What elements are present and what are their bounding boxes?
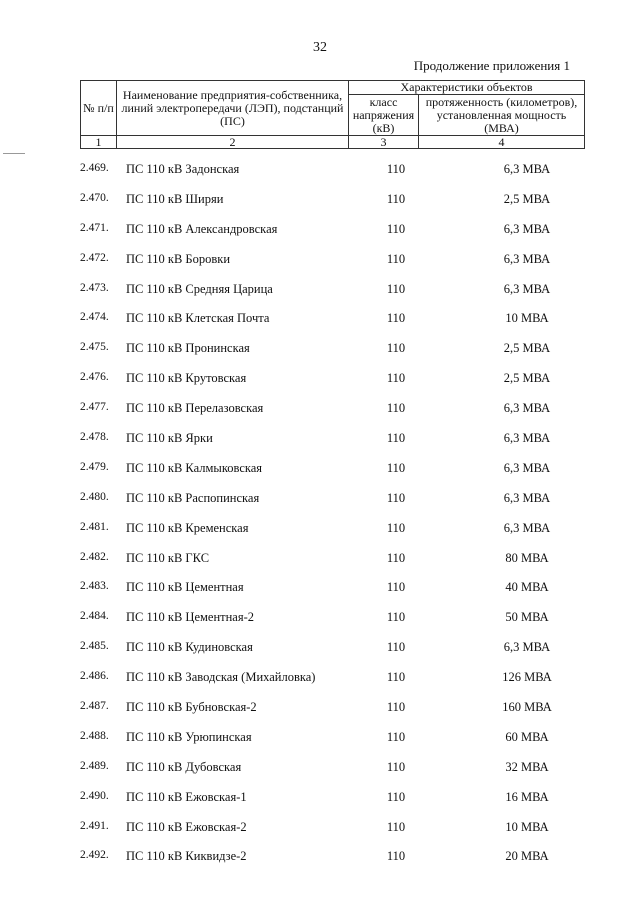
row-name: ПС 110 кВ Средняя Царица [126, 281, 273, 296]
row-power: 2,5 МВА [503, 191, 551, 206]
header-col-number: № п/п [81, 81, 117, 136]
table-row [80, 628, 600, 658]
row-voltage: 110 [386, 550, 406, 565]
row-power: 10 МВА [505, 819, 549, 834]
row-name: ПС 110 кВ Пронинская [126, 341, 250, 356]
row-number: 2.489. [80, 759, 109, 772]
table-row [80, 748, 600, 778]
row-name: ПС 110 кВ Киквидзе-2 [126, 849, 247, 864]
row-voltage: 110 [386, 251, 406, 266]
row-number: 2.488. [80, 729, 109, 742]
header-group-characteristics: Характеристики объектов [349, 81, 585, 95]
header-num-2: 2 [117, 136, 349, 149]
row-number: 2.483. [80, 580, 109, 593]
table-row [80, 688, 600, 718]
row-number: 2.480. [80, 490, 109, 503]
row-name: ПС 110 кВ Ярки [126, 431, 213, 446]
table-row [80, 598, 600, 628]
row-power: 40 МВА [505, 580, 549, 595]
page-number: 32 [313, 40, 327, 55]
row-number: 2.487. [80, 700, 109, 713]
row-voltage: 110 [386, 162, 406, 176]
table-row [80, 150, 600, 180]
row-number: 2.474. [80, 311, 109, 324]
row-name: ПС 110 кВ Цементная-2 [126, 610, 255, 625]
row-power: 60 МВА [505, 729, 549, 744]
row-number: 2.478. [80, 431, 109, 444]
table-row [80, 658, 600, 688]
row-voltage: 110 [386, 490, 406, 505]
row-voltage: 110 [386, 341, 406, 356]
row-number: 2.477. [80, 401, 109, 414]
row-power: 2,5 МВА [503, 371, 551, 386]
header-num-4: 4 [419, 136, 585, 149]
row-power: 6,3 МВА [503, 640, 551, 655]
row-voltage: 110 [386, 789, 406, 804]
row-voltage: 110 [386, 610, 406, 625]
row-voltage: 110 [386, 460, 406, 475]
row-voltage: 110 [386, 670, 406, 685]
row-voltage: 110 [386, 729, 406, 744]
row-name: ПС 110 кВ Клетская Почта [126, 311, 270, 326]
table-row [80, 479, 600, 509]
row-power: 6,3 МВА [503, 431, 551, 446]
row-power: 6,3 МВА [503, 221, 551, 236]
table-header [80, 80, 585, 149]
row-voltage: 110 [386, 371, 406, 386]
table-row [80, 329, 600, 359]
row-power: 160 МВА [502, 700, 552, 715]
row-power: 6,3 МВА [503, 401, 551, 416]
row-number: 2.490. [80, 789, 109, 802]
row-number: 2.484. [80, 610, 109, 623]
row-name: ПС 110 кВ Ежовская-2 [126, 819, 247, 834]
table-row [80, 778, 600, 808]
row-name: ПС 110 кВ Бубновская-2 [126, 700, 257, 715]
row-name: ПС 110 кВ Дубовская [126, 759, 242, 774]
row-number: 2.471. [80, 221, 109, 234]
row-voltage: 110 [386, 401, 406, 416]
row-voltage: 110 [386, 520, 406, 535]
table-row [80, 718, 600, 748]
row-name: ПС 110 кВ Заводская (Михайловка) [126, 670, 316, 685]
row-number: 2.485. [80, 640, 109, 653]
table-row [80, 808, 600, 838]
row-name: ПС 110 кВ Перелазовская [126, 401, 264, 416]
row-power: 32 МВА [505, 759, 549, 774]
row-name: ПС 110 кВ Ежовская-1 [126, 789, 247, 804]
row-power: 16 МВА [505, 789, 549, 804]
row-voltage: 110 [386, 849, 406, 864]
row-number: 2.491. [80, 819, 109, 832]
row-power: 126 МВА [502, 670, 552, 685]
row-name: ПС 110 кВ ГКС [126, 550, 210, 565]
table-row [80, 449, 600, 479]
row-number: 2.476. [80, 371, 109, 384]
header-col-voltage: класс напряжения (кВ) [349, 95, 419, 136]
margin-mark [3, 153, 25, 154]
row-voltage: 110 [386, 431, 406, 446]
row-power: 20 МВА [505, 849, 549, 864]
table-row [80, 299, 600, 329]
row-power: 6,3 МВА [503, 281, 551, 296]
table-row [80, 389, 600, 419]
table-row [80, 180, 600, 210]
row-name: ПС 110 кВ Ширяи [126, 191, 224, 206]
table-row [80, 210, 600, 240]
header-col-name: Наименование предприятия-собственника, линий электропередачи (ЛЭП), подстанций (ПС) [117, 81, 349, 136]
table-row [80, 240, 600, 270]
table-row [80, 270, 600, 300]
table-row [80, 509, 600, 539]
row-number: 2.472. [80, 251, 109, 264]
row-number: 2.481. [80, 520, 109, 533]
row-power: 10 МВА [505, 311, 549, 326]
row-name: ПС 110 кВ Урюпинская [126, 729, 252, 744]
row-number: 2.473. [80, 281, 109, 294]
row-name: ПС 110 кВ Александровская [126, 221, 278, 236]
table-row [80, 419, 600, 449]
row-number: 2.482. [80, 550, 109, 563]
table-row [80, 837, 600, 867]
row-power: 6,3 МВА [503, 251, 551, 266]
row-name: ПС 110 кВ Распопинская [126, 490, 260, 505]
row-number: 2.492. [80, 849, 109, 862]
row-voltage: 110 [386, 311, 406, 326]
row-voltage: 110 [386, 191, 406, 206]
row-number: 2.469. [80, 162, 109, 174]
header-col-power: протяженность (километров), установленная мощность (МВА) [419, 95, 585, 136]
row-number: 2.470. [80, 191, 109, 204]
table-row [80, 359, 600, 389]
row-voltage: 110 [386, 580, 406, 595]
row-name: ПС 110 кВ Кременская [126, 520, 249, 535]
row-name: ПС 110 кВ Крутовская [126, 371, 247, 386]
continuation-note: Продолжение приложения 1 [413, 58, 570, 73]
row-number: 2.479. [80, 460, 109, 473]
row-voltage: 110 [386, 640, 406, 655]
row-voltage: 110 [386, 221, 406, 236]
row-name: ПС 110 кВ Цементная [126, 580, 244, 595]
header-num-1: 1 [81, 136, 117, 149]
row-voltage: 110 [386, 759, 406, 774]
table-row [80, 568, 600, 598]
row-power: 6,3 МВА [503, 490, 551, 505]
row-power: 6,3 МВА [503, 520, 551, 535]
row-name: ПС 110 кВ Боровки [126, 251, 231, 266]
row-power: 50 МВА [505, 610, 549, 625]
table-body [80, 150, 600, 867]
header-num-3: 3 [349, 136, 419, 149]
row-voltage: 110 [386, 819, 406, 834]
row-voltage: 110 [386, 700, 406, 715]
row-number: 2.475. [80, 341, 109, 354]
row-number: 2.486. [80, 670, 109, 683]
row-power: 6,3 МВА [503, 460, 551, 475]
row-voltage: 110 [386, 281, 406, 296]
row-power: 80 МВА [505, 550, 549, 565]
table-row [80, 539, 600, 569]
row-name: ПС 110 кВ Задонская [126, 162, 240, 176]
row-power: 6,3 МВА [503, 162, 551, 176]
row-name: ПС 110 кВ Кудиновская [126, 640, 253, 655]
row-name: ПС 110 кВ Калмыковская [126, 460, 263, 475]
row-power: 2,5 МВА [503, 341, 551, 356]
